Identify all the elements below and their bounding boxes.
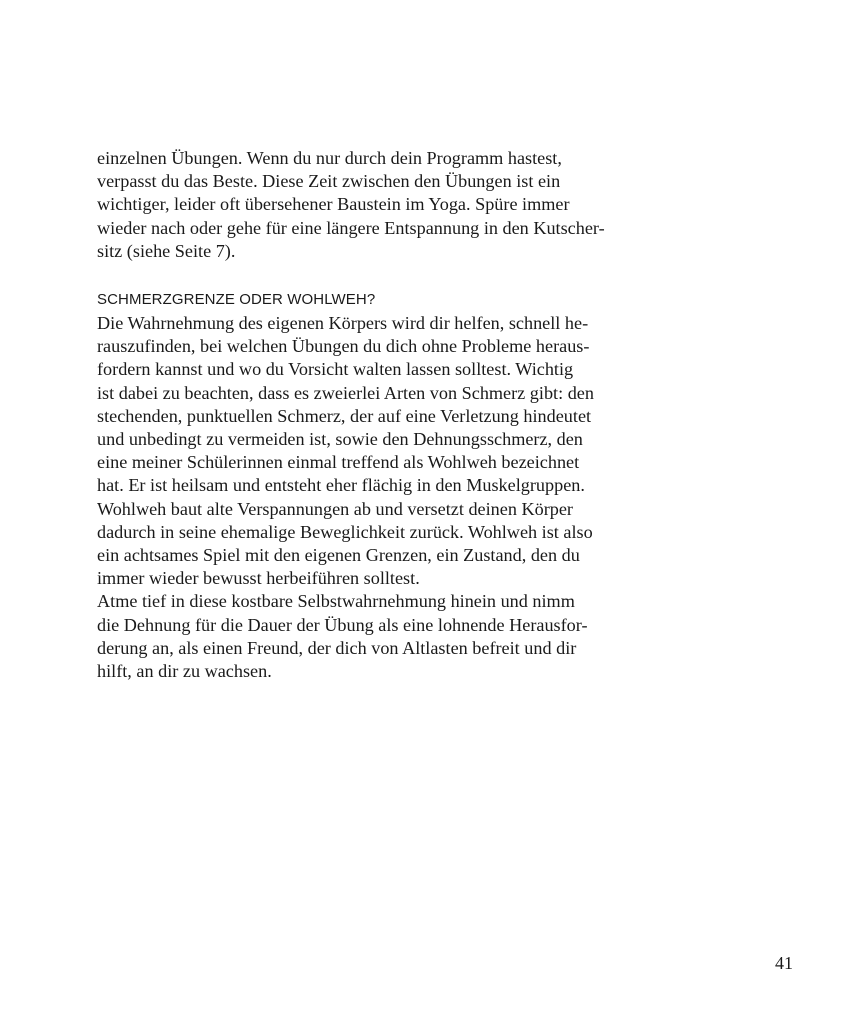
text-line: stechenden, punktuellen Schmerz, der auf eine Verletzung hindeutet bbox=[97, 405, 592, 426]
text-line: immer wieder bewusst herbeiführen solltest. bbox=[97, 568, 420, 589]
text-line: sitz (siehe Seite 7). bbox=[97, 240, 236, 261]
text-line: derung an, als einen Freund, der dich von Altlasten befreit und dir bbox=[97, 637, 577, 658]
intro-paragraph bbox=[97, 147, 627, 263]
text-line: hat. Er ist heilsam und entsteht eher flächig in den Muskelgruppen. bbox=[97, 475, 585, 496]
text-line: wieder nach oder gehe für eine längere Entspannung in den Kutscher- bbox=[97, 217, 605, 238]
text-line: fordern kannst und wo du Vorsicht walten lassen solltest. Wichtig bbox=[97, 359, 574, 380]
text-line: Die Wahrnehmung des eigenen Körpers wird dir helfen, schnell he- bbox=[97, 313, 589, 333]
text-line: dadurch in seine ehemalige Beweglichkeit zurück. Wohlweh ist also bbox=[97, 521, 593, 542]
text-line: eine meiner Schülerinnen einmal treffend als Wohlweh bezeichnet bbox=[97, 452, 580, 473]
text-line: rauszufinden, bei welchen Übungen du dich ohne Probleme heraus- bbox=[97, 336, 590, 357]
section-schmerzgrenze bbox=[97, 288, 627, 683]
page-number: 41 bbox=[775, 953, 793, 973]
text-line: die Dehnung für die Dauer der Übung als eine lohnende Herausfor- bbox=[97, 614, 588, 635]
text-line: und unbedingt zu vermeiden ist, sowie den Dehnungsschmerz, den bbox=[97, 429, 583, 450]
text-line: verpasst du das Beste. Diese Zeit zwischen den Übungen ist ein bbox=[97, 171, 561, 192]
text-line: Atme tief in diese kostbare Selbstwahrnehmung hinein und nimm bbox=[97, 591, 575, 612]
text-line: einzelnen Übungen. Wenn du nur durch dein Programm hastest, bbox=[97, 148, 562, 168]
text-line: hilft, an dir zu wachsen. bbox=[97, 661, 272, 682]
text-line: wichtiger, leider oft übersehener Baustein im Yoga. Spüre immer bbox=[97, 194, 570, 215]
section-heading: SCHMERZGRENZE ODER WOHLWEH? bbox=[97, 291, 376, 308]
text-line: ist dabei zu beachten, dass es zweierlei Arten von Schmerz gibt: den bbox=[97, 382, 594, 403]
text-line: ein achtsames Spiel mit den eigenen Grenzen, ein Zustand, den du bbox=[97, 545, 580, 566]
text-line: Wohlweh baut alte Verspannungen ab und versetzt deinen Körper bbox=[97, 498, 573, 519]
